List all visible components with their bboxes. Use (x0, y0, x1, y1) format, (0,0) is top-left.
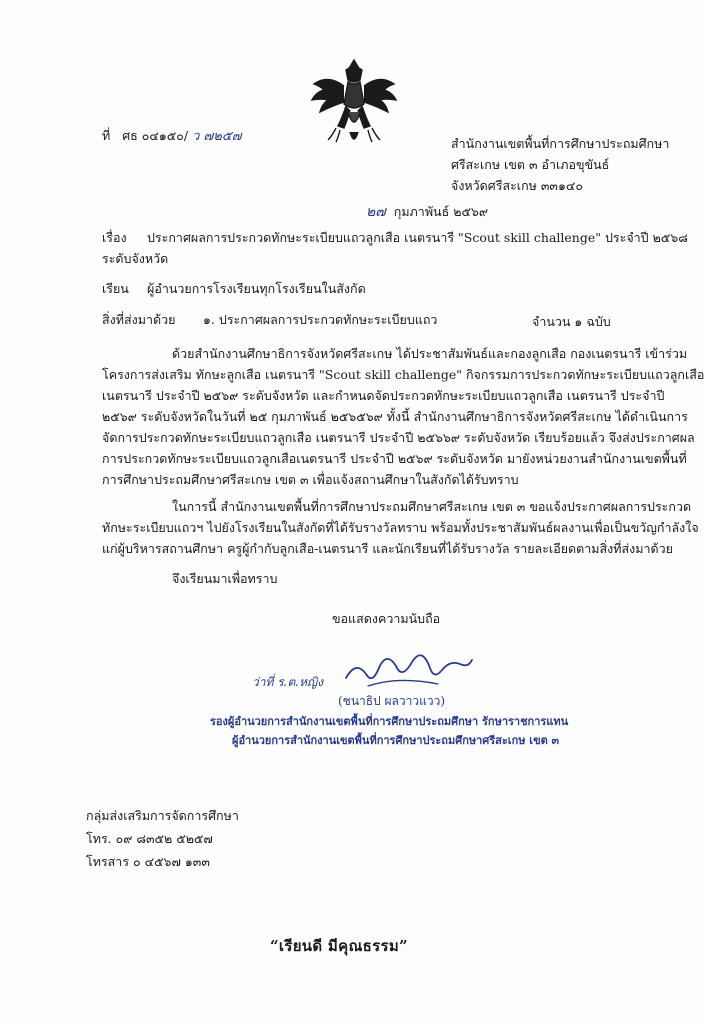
enclosure-quantity: จำนวน ๑ ฉบับ (532, 314, 611, 329)
garuda-emblem-icon (308, 56, 400, 148)
agency-address-line: สำนักงานเขตพื้นที่การศึกษาประถมศึกษา (451, 136, 670, 151)
agency-address-line: จังหวัดศรีสะเกษ ๓๓๑๔๐ (451, 178, 583, 193)
body-line: ทักษะระเบียบแถวฯ ไปยังโรงเรียนในสังกัดที่ได้รับรางวัลทราบ พร้อมทั้งประชาสัมพันธ์ผลงานเพื่อเป็นขวัญกำลังใจ (102, 520, 699, 535)
agency-address-line: ศรีสะเกษ เขต ๓ อำเภอขุขันธ์ (451, 157, 610, 172)
body-line: ในการนี้ สำนักงานเขตพื้นที่การศึกษาประถมศึกษาศรีสะเกษ เขต ๓ ขอแจ้งประกาศผลการประกวด (172, 499, 692, 514)
subject-text-continued: ระดับจังหวัด (102, 251, 169, 266)
body-line: โครงการส่งเสริม ทักษะลูกเสือ เนตรนารี "Scout skill challenge" กิจกรรมการประกวดทักษะระเบียบแถวลูกเสือ (102, 367, 704, 382)
signature-initial-note: ว่าที่ ร.ต.หญิง (252, 675, 324, 689)
handwritten-signature (338, 640, 478, 700)
reference-number (102, 128, 242, 145)
reference-handwritten: ว ๗๒๕๗ (192, 129, 242, 144)
footer-department: กลุ่มส่งเสริมการจัดการศึกษา (86, 808, 239, 823)
body-line: ๒๕๖๙ ระดับจังหวัดในวันที่ ๒๕ กุมภาพันธ์ ๒๕๖๕๖๙ ทั้งนี้ สำนักงานศึกษาธิการจังหวัดศรีสะเกษ ได้ดำเนินการ (102, 409, 688, 424)
reference-code: ศธ ๐๔๑๕๐/ (122, 128, 189, 143)
closing-request: จึงเรียนมาเพื่อทราบ (172, 571, 278, 586)
footer-fax: โทรสาร ๐ ๔๕๖๗ ๑๓๓ (86, 854, 210, 869)
enclosure-item: ๑. ประกาศผลการประกวดทักษะระเบียบแถว (203, 312, 438, 327)
body-line: การประกวดทักษะระเบียบแถวลูกเสือเนตรนารี ประจำปี ๒๕๖๙ ระดับจังหวัด มายังหน่วยงานสำนักงานเขตพื้นที่ (102, 451, 687, 466)
body-line: จัดการประกวดทักษะระเบียบแถวลูกเสือ เนตรนารี ประจำปี ๒๕๖๖๙ ระดับจังหวัด เรียบร้อยแล้ว จึงส่งประกาศผล (102, 430, 695, 445)
body-line: การศึกษาประถมศึกษาศรีสะเกษ เขต ๓ เพื่อแจ้งสถานศึกษาในสังกัดได้รับทราบ (102, 472, 519, 487)
subject-text: ประกาศผลการประกวดทักษะระเบียบแถวลูกเสือ เนตรนารี "Scout skill challenge" ประจำปี ๒๕๖๘ (147, 230, 688, 245)
subject-label: เรื่อง (102, 230, 127, 245)
body-line: ด้วยสำนักงานศึกษาธิการจังหวัดศรีสะเกษ ได้ประชาสัมพันธ์และกองลูกเสือ กองเนตรนารี เข้าร่วม (172, 346, 688, 361)
footer-phone: โทร. ๐๙ ๘๓๕๒ ๕๒๕๗ (86, 831, 213, 846)
date-month-year: กุมภาพันธ์ ๒๕๖๙ (393, 204, 488, 219)
signer-title: รองผู้อำนวยการสำนักงานเขตพื้นที่การศึกษาประถมศึกษา รักษาราชการแทน (210, 715, 569, 728)
closing-salutation: ขอแสดงความนับถือ (332, 611, 441, 626)
date-day-handwritten: ๒๗ (366, 204, 386, 220)
school-motto: “เรียนดี มีคุณธรรม” (270, 937, 408, 955)
letter-date (366, 204, 488, 220)
addressee-text: ผู้อำนวยการโรงเรียนทุกโรงเรียนในสังกัด (147, 281, 366, 296)
body-line: เนตรนารี ประจำปี ๒๕๖๙ ระดับจังหวัด และกำหนดจัดประกวดทักษะระเบียบแถวลูกเสือ เนตรนารี ประจำปี (102, 388, 665, 403)
reference-label: ที่ (102, 128, 111, 143)
signer-title: ผู้อำนวยการสำนักงานเขตพื้นที่การศึกษาประถมศึกษาศรีสะเกษ เขต ๓ (232, 734, 560, 747)
signer-name: (ชนาธิป ผลวาวแวว) (338, 694, 446, 708)
addressee-label: เรียน (102, 281, 129, 296)
enclosure-label: สิ่งที่ส่งมาด้วย (102, 312, 176, 327)
body-line: แก่ผู้บริหารสถานศึกษา ครูผู้กำกับลูกเสือ-เนตรนารี และนักเรียนที่ได้รับรางวัล รายละเอียดตามสิ่งที่ส่งมาด้วย (102, 541, 673, 556)
